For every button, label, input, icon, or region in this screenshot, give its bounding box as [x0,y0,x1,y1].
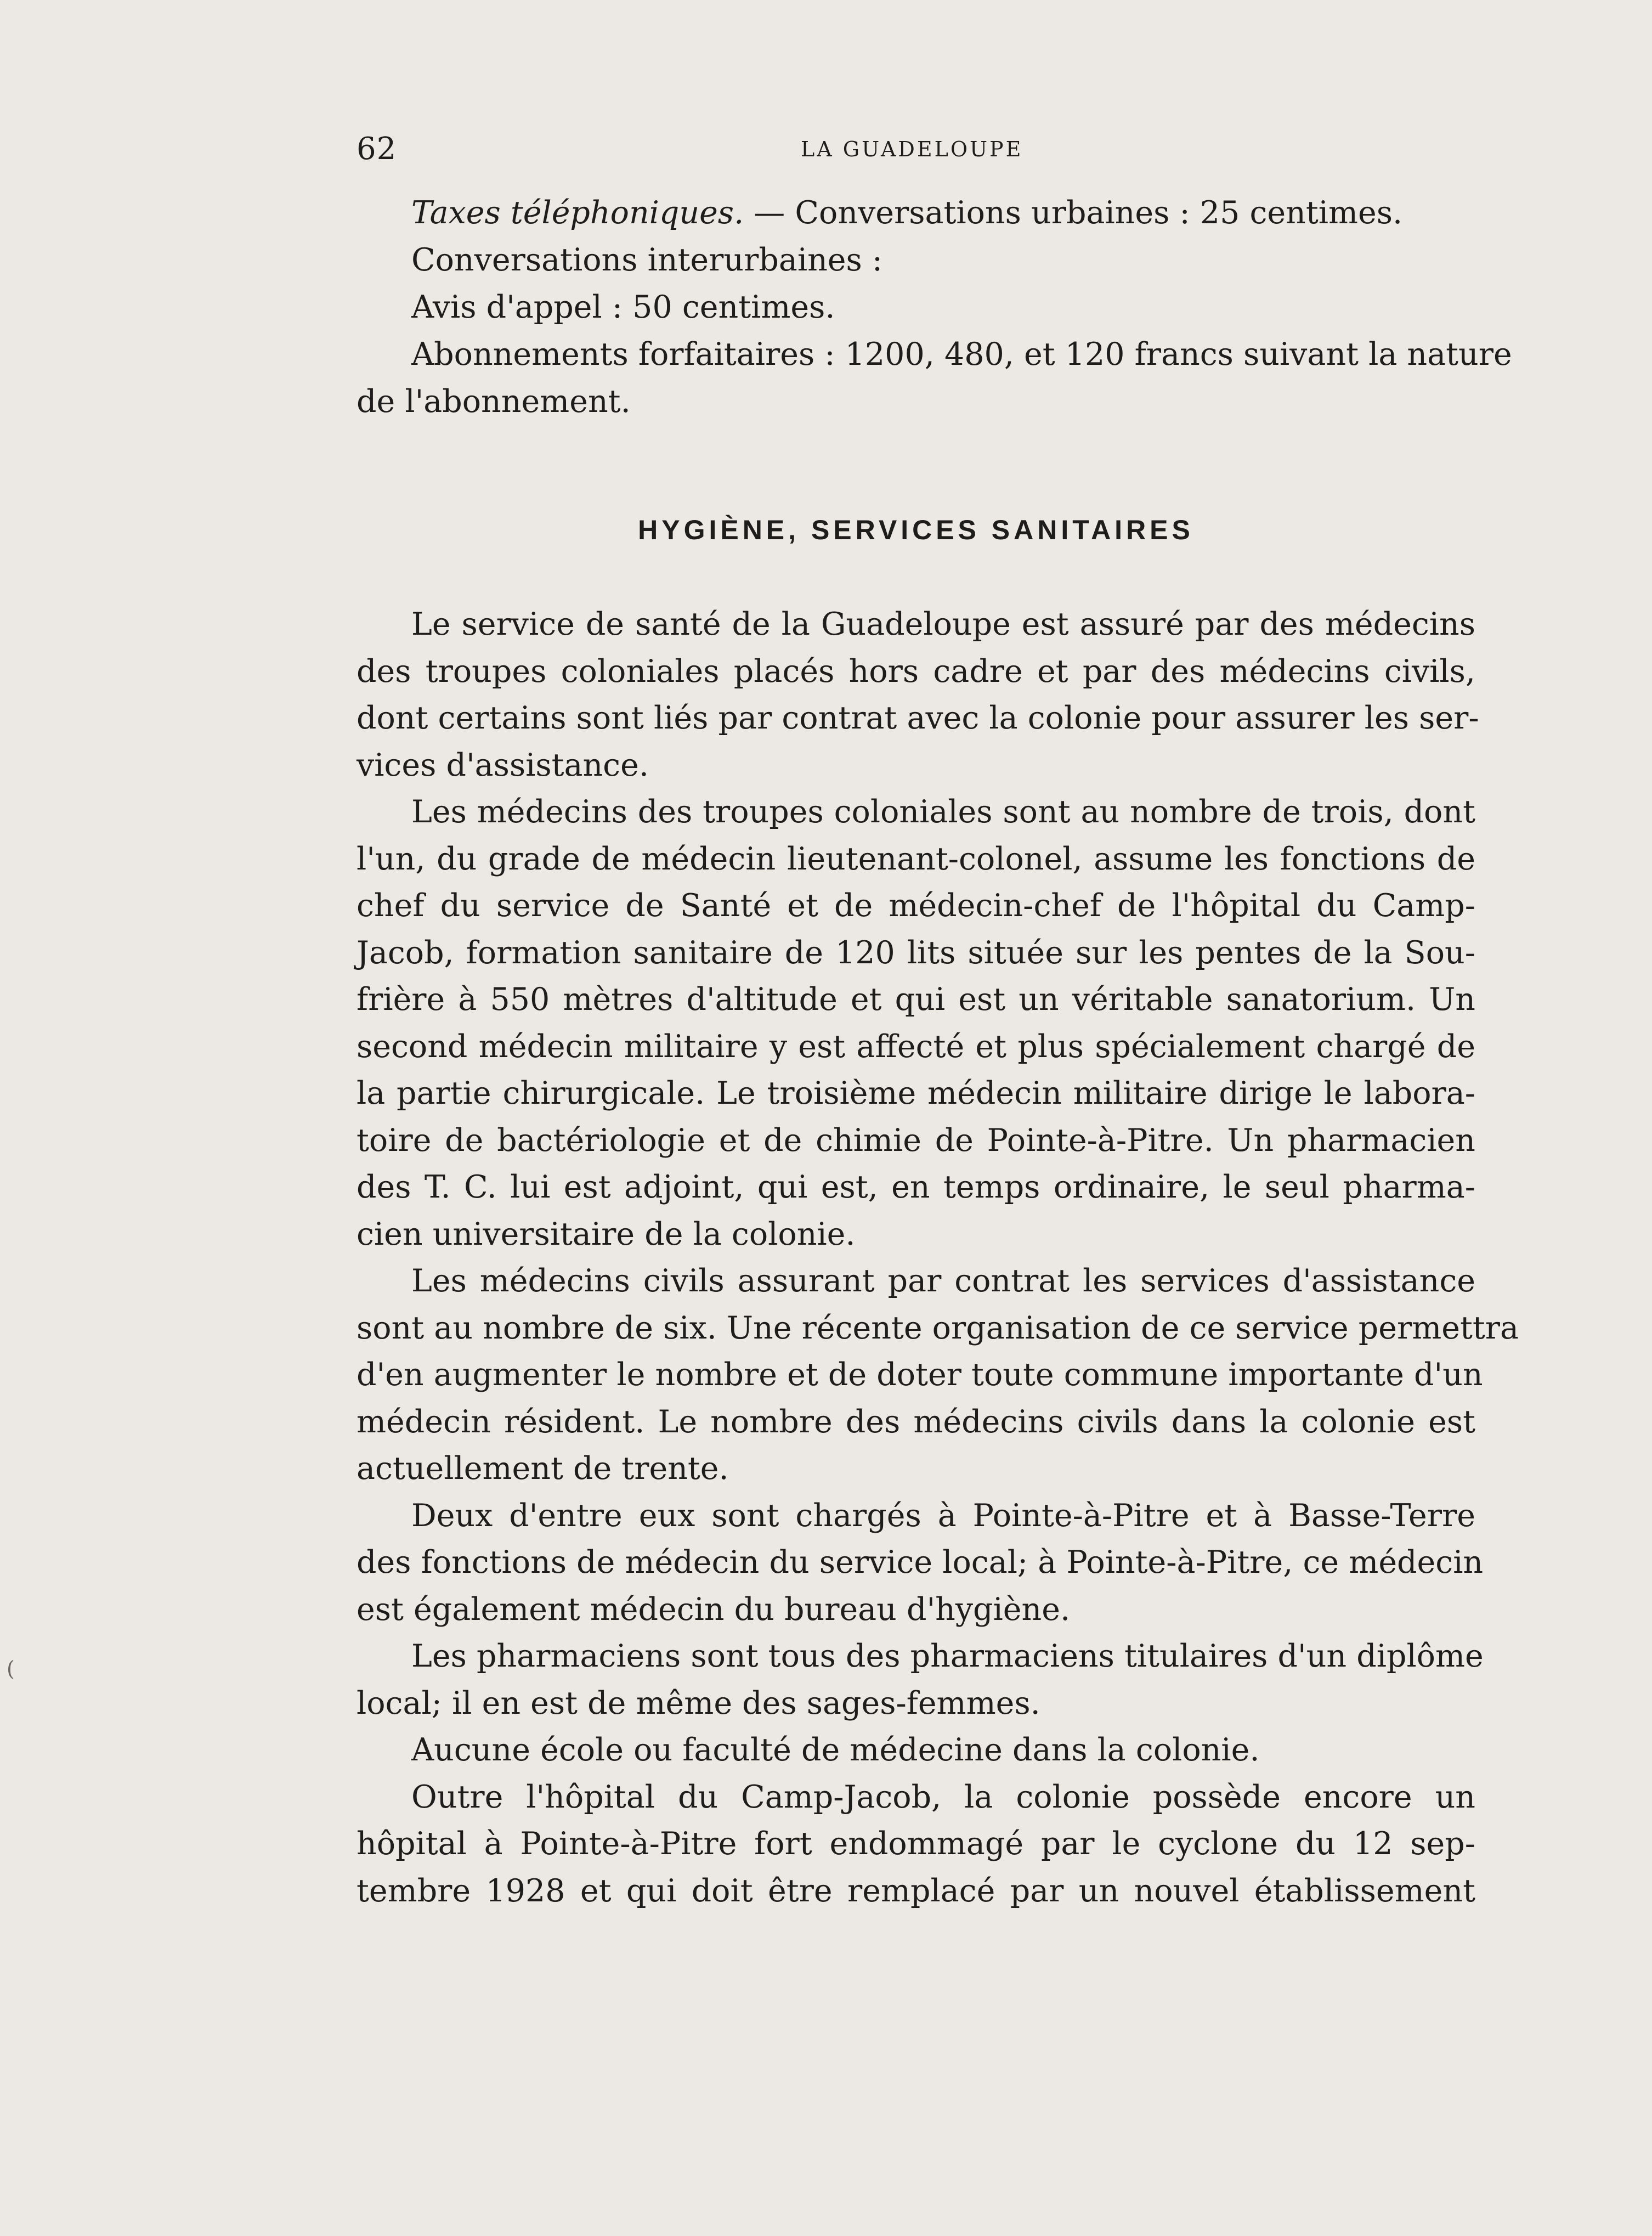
paragraph-line: sont au nombre de six. Une récente organisation de ce service permettra [357,1309,1519,1346]
telephone-line-1 [357,189,1475,236]
running-title: LA GUADELOUPE [801,137,1023,161]
telephone-rates-section [357,189,1512,425]
telephone-line-2: Conversations interurbaines : [411,242,883,278]
telephone-line-5: de l'abonnement. [357,383,631,420]
telephone-rates-label: Taxes téléphoniques. [411,195,744,231]
health-services-text [357,601,1519,1915]
margin-mark: ( [7,1657,15,1681]
paragraph-line: frière à 550 mètres d'altitude et qui est un véritable sanatorium. Un [357,981,1475,1018]
section-heading: HYGIÈNE, SERVICES SANITAIRES [638,515,1194,545]
page-number: 62 [357,131,397,167]
paragraph-line: l'un, du grade de médecin lieutenant-colonel, assume les fonctions de [357,840,1475,877]
paragraph-line: chef du service de Santé et de médecin-chef de l'hôpital du Camp- [357,888,1475,924]
paragraph-line: la partie chirurgicale. Le troisième médecin militaire dirige le labora- [357,1075,1475,1111]
paragraph-line: cien universitaire de la colonie. [357,1216,856,1252]
paragraph-line: Jacob, formation sanitaire de 120 lits située sur les pentes de la Sou- [357,934,1475,971]
paragraph-line: tembre 1928 et qui doit être remplacé par un nouvel établissement [357,1872,1475,1909]
page-header [357,127,1475,171]
paragraph-line: des T. C. lui est adjoint, qui est, en temps ordinaire, le seul pharma- [357,1169,1475,1205]
paragraph-line: Outre l'hôpital du Camp-Jacob, la colonie possède encore un [411,1778,1475,1815]
paragraph-line: médecin résident. Le nombre des médecins civils dans la colonie est [357,1403,1475,1440]
paragraph-line: actuellement de trente. [357,1450,729,1487]
paragraph-line: hôpital à Pointe-à-Pitre fort endommagé par le cyclone du 12 sep- [357,1826,1475,1862]
paragraph-line: Les médecins des troupes coloniales sont au nombre de trois, dont [411,794,1475,830]
paragraph-line: des fonctions de médecin du service local; à Pointe-à-Pitre, ce médecin [357,1544,1484,1580]
urban-conversations-text: — Conversations urbaines : 25 centimes. [744,195,1403,231]
paragraph-line: Le service de santé de la Guadeloupe est assuré par des médecins [411,606,1475,642]
paragraph-line: Deux d'entre eux sont chargés à Pointe-à-Pitre et à Basse-Terre [411,1497,1475,1534]
telephone-line-3: Avis d'appel : 50 centimes. [411,289,835,325]
paragraph-line: second médecin militaire y est affecté et plus spécialement chargé de [357,1028,1475,1065]
paragraph-line: toire de bactériologie et de chimie de Pointe-à-Pitre. Un pharmacien [357,1122,1475,1159]
telephone-line-4: Abonnements forfaitaires : 1200, 480, et 120 francs suivant la nature [411,336,1512,372]
paragraph-line: Les pharmaciens sont tous des pharmaciens titulaires d'un diplôme [411,1638,1484,1674]
paragraph-line: des troupes coloniales placés hors cadre et par des médecins civils, [357,653,1475,690]
paragraph-line: Les médecins civils assurant par contrat les services d'assistance [411,1263,1475,1299]
paragraph-line: dont certains sont liés par contrat avec la colonie pour assurer les ser- [357,700,1479,736]
paragraph-line: est également médecin du bureau d'hygiène. [357,1591,1071,1628]
paragraph-line: vices d'assistance. [357,747,649,783]
paragraph-line: d'en augmenter le nombre et de doter toute commune importante d'un [357,1357,1483,1393]
paragraph-line: Aucune école ou faculté de médecine dans la colonie. [411,1732,1260,1768]
paragraph-line: local; il en est de même des sages-femmes. [357,1685,1040,1721]
